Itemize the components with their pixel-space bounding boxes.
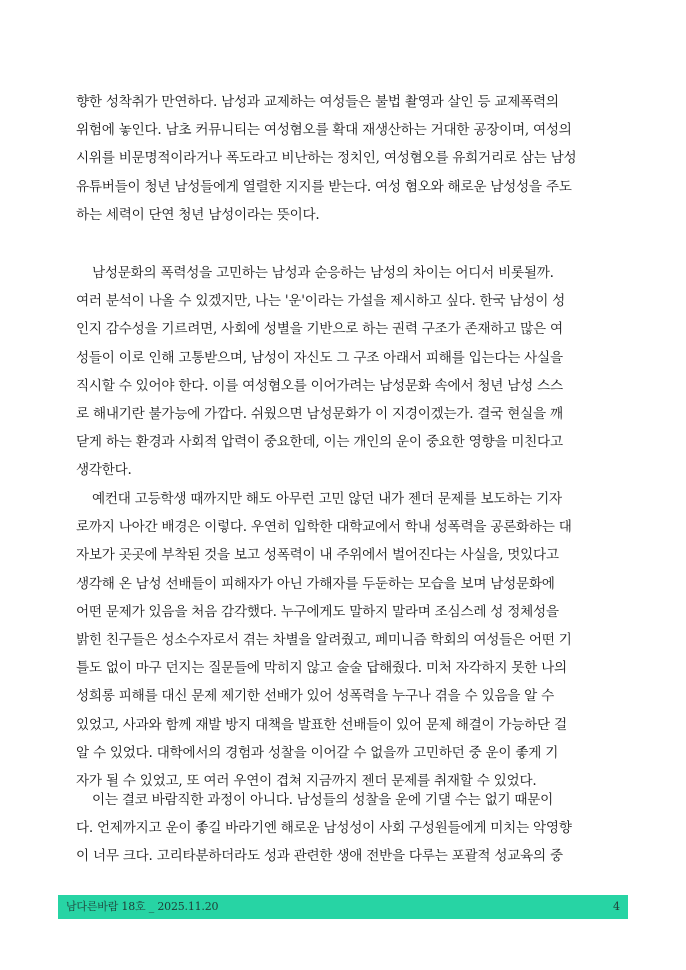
- text-line: 자보가 곳곳에 부착된 것을 보고 성폭력이 내 주위에서 벌어진다는 사실을, 멋있다고: [76, 547, 559, 564]
- text-line: 성들이 이로 인해 고통받으며, 남성이 자신도 그 구조 아래서 피해를 입는다는 사실을: [76, 349, 563, 366]
- text-line: 예컨대 고등학생 때까지만 해도 아무런 고민 않던 내가 젠더 문제를 보도하는 기자: [92, 491, 562, 507]
- text-line: 인지 감수성을 기르려면, 사회에 성별을 기반으로 하는 권력 구조가 존재하고 많은 여: [76, 321, 563, 338]
- text-line: 닫게 하는 환경과 사회적 압력이 중요한데, 이는 개인의 운이 중요한 영향을 미친다고: [76, 434, 563, 451]
- text-line: 있었고, 사과와 함께 재발 방지 대책을 발표한 선배들이 있어 문제 해결이 가능하단 걸: [76, 716, 567, 733]
- body-paragraph-1: [76, 88, 612, 229]
- text-line: 유튜버들이 청년 남성들에게 열렬한 지지를 받는다. 여성 혐오와 해로운 남성성을 주도: [76, 178, 572, 195]
- text-line: 향한 성착취가 만연하다. 남성과 교제하는 여성들은 불법 촬영과 살인 등 교제폭력의: [76, 94, 559, 110]
- text-line: 남성문화의 폭력성을 고민하는 남성과 순응하는 남성의 차이는 어디서 비롯될까.: [92, 265, 554, 281]
- text-line: 로까지 나아간 배경은 이렇다. 우연히 입학한 대학교에서 학내 성폭력을 공론화하는 대: [76, 519, 572, 536]
- text-line: 이는 결코 바람직한 과정이 아니다. 남성들의 성찰을 운에 기댈 수는 없기 때문이: [92, 792, 554, 808]
- text-line: 생각해 온 남성 선배들이 피해자가 아닌 가해자를 두둔하는 모습을 보며 남성문화에: [76, 575, 555, 592]
- text-line: 여러 분석이 나올 수 있겠지만, 나는 '운'이라는 가설을 제시하고 싶다. 한국 남성이 성: [76, 293, 566, 310]
- body-paragraph-3: [76, 485, 612, 795]
- text-line: 성희롱 피해를 대신 문제 제기한 선배가 있어 성폭력을 누구나 겪을 수 있음을 알 수: [76, 688, 555, 705]
- text-line: 로 해내기란 불가능에 가깝다. 쉬웠으면 남성문화가 이 지경이겠는가. 결국 현실을 깨: [76, 405, 563, 422]
- text-line: 다. 언제까지고 운이 좋길 바라기엔 해로운 남성성이 사회 구성원들에게 미치는 악영향: [76, 820, 572, 837]
- text-line: 생각한다.: [76, 462, 132, 479]
- text-line: 밝힌 친구들은 성소수자로서 겪는 차별을 알려줬고, 페미니즘 학회의 여성들은 어떤 기: [76, 631, 572, 648]
- text-line: 자가 될 수 있었고, 또 여러 우연이 겹쳐 지금까지 젠더 문제를 취재할 수 있었다.: [76, 772, 537, 789]
- text-line: 알 수 있었다. 대학에서의 경험과 성찰을 이어갈 수 없을까 고민하던 중 운이 좋게 기: [76, 744, 559, 761]
- body-paragraph-2: [76, 259, 612, 485]
- text-line: 하는 세력이 단연 청년 남성이라는 뜻이다.: [76, 206, 320, 223]
- page-footer: [58, 895, 628, 919]
- text-line: 시위를 비문명적이라거나 폭도라고 비난하는 정치인, 여성혐오를 유희거리로 삼는 남성: [76, 150, 577, 167]
- publication-info: 남다른바람 18호 _ 2025.11.20: [66, 900, 219, 913]
- body-paragraph-4: [76, 786, 612, 871]
- page-number: 4: [613, 900, 620, 913]
- text-line: 직시할 수 있어야 한다. 이를 여성혐오를 이어가려는 남성문화 속에서 청년 남성 스스: [76, 377, 563, 394]
- text-line: 어떤 문제가 있음을 처음 감각했다. 누구에게도 말하지 말라며 조심스레 성 정체성을: [76, 603, 559, 620]
- text-line: 이 너무 크다. 고리타분하더라도 성과 관련한 생애 전반을 다루는 포괄적 성교육의 중: [76, 848, 563, 865]
- text-line: 틀도 없이 마구 던지는 질문들에 막히지 않고 술술 답해줬다. 미처 자각하지 못한 나의: [76, 660, 567, 677]
- text-line: 위험에 놓인다. 남초 커뮤니티는 여성혐오를 확대 재생산하는 거대한 공장이며, 여성의: [76, 122, 572, 139]
